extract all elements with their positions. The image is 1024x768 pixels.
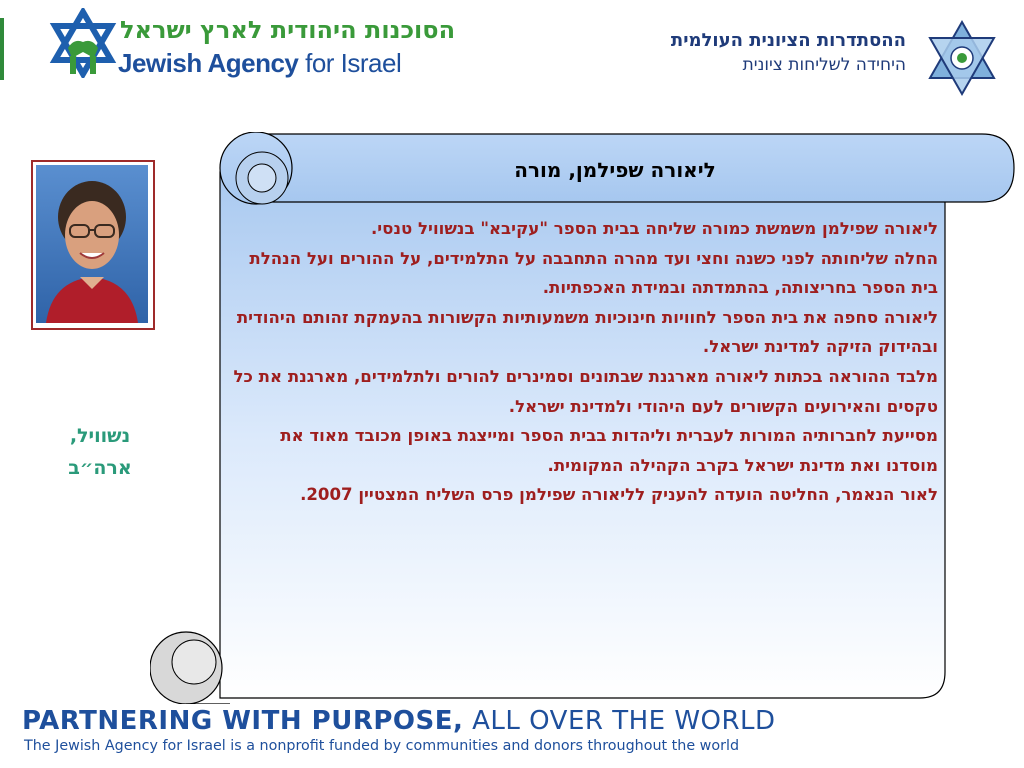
wzo-unit: היחידה לשליחות ציונית xyxy=(742,55,906,75)
agency-english-bold: Jewish Agency xyxy=(118,48,299,78)
wzo-header xyxy=(671,30,906,75)
location-country: ארה״ב xyxy=(68,457,132,479)
citation-paragraph: לאור הנאמר, החליטה הועדה להעניק לליאורה שפילמן פרס השליח המצטיין 2007. xyxy=(300,485,938,505)
scroll-title: ליאורה שפילמן, מורה xyxy=(514,158,716,182)
wzo-star-emblem-icon xyxy=(922,18,1002,98)
star-of-david-hands-icon xyxy=(48,8,118,78)
agency-english-rest: for Israel xyxy=(298,48,402,78)
location-label xyxy=(50,420,150,484)
citation-paragraph: מסייעת לחברותיה המורות לעברית וליהדות בבית הספר ומייצגת באופן מכובד מאוד את מוסדנו ואת מדינת ישראל בקרב הקהילה המקומית. xyxy=(280,426,938,475)
footer-tagline: The Jewish Agency for Israel is a nonprofit funded by communities and donors throughout the world xyxy=(24,738,740,754)
footer-slogan xyxy=(22,706,1012,736)
citation-paragraph: ליאורה סחפה את בית הספר לחוויות חינוכיות משמעותיות הקשורות בהעמקת זהותם היהודית ובהידוק הזיקה למדינת ישראל. xyxy=(236,307,938,357)
wzo-name: ההסתדרות הציונית העולמית xyxy=(670,30,906,51)
citation-text xyxy=(230,214,938,510)
citation-paragraph: ליאורה שפילמן משמשת כמורה שליחה בבית הספר "עקיבא" בנשוויל טנסי. xyxy=(370,219,938,238)
footer-slogan-rest: ALL OVER THE WORLD xyxy=(463,706,776,736)
citation-paragraph: מלבד ההוראה בכתות ליאורה מארגנת שבתונים וסמינרים להורים ולתלמידים, מארגנת את כל טקסים והאירועים הקשורים לעם היהודי ולמדינת ישראל. xyxy=(233,366,938,416)
location-city: נשוויל, xyxy=(69,425,131,447)
left-accent-bar xyxy=(0,18,4,80)
footer-slogan-bold: PARTNERING WITH PURPOSE, xyxy=(22,706,464,736)
citation-paragraph: החלה שליחותה לפני כשנה וחצי ועד מהרה התחבבה על התלמידים, על ההורים ועל הנהלת בית הספר בחריצותה, בהתמדתה ובמידת האכפתיות. xyxy=(249,248,938,298)
agency-english-name xyxy=(118,48,401,79)
agency-hebrew-name: הסוכנות היהודית לארץ ישראל xyxy=(120,16,456,44)
portrait-illustration xyxy=(36,165,148,323)
portrait-photo xyxy=(31,160,155,330)
jewish-agency-logo xyxy=(48,8,456,84)
